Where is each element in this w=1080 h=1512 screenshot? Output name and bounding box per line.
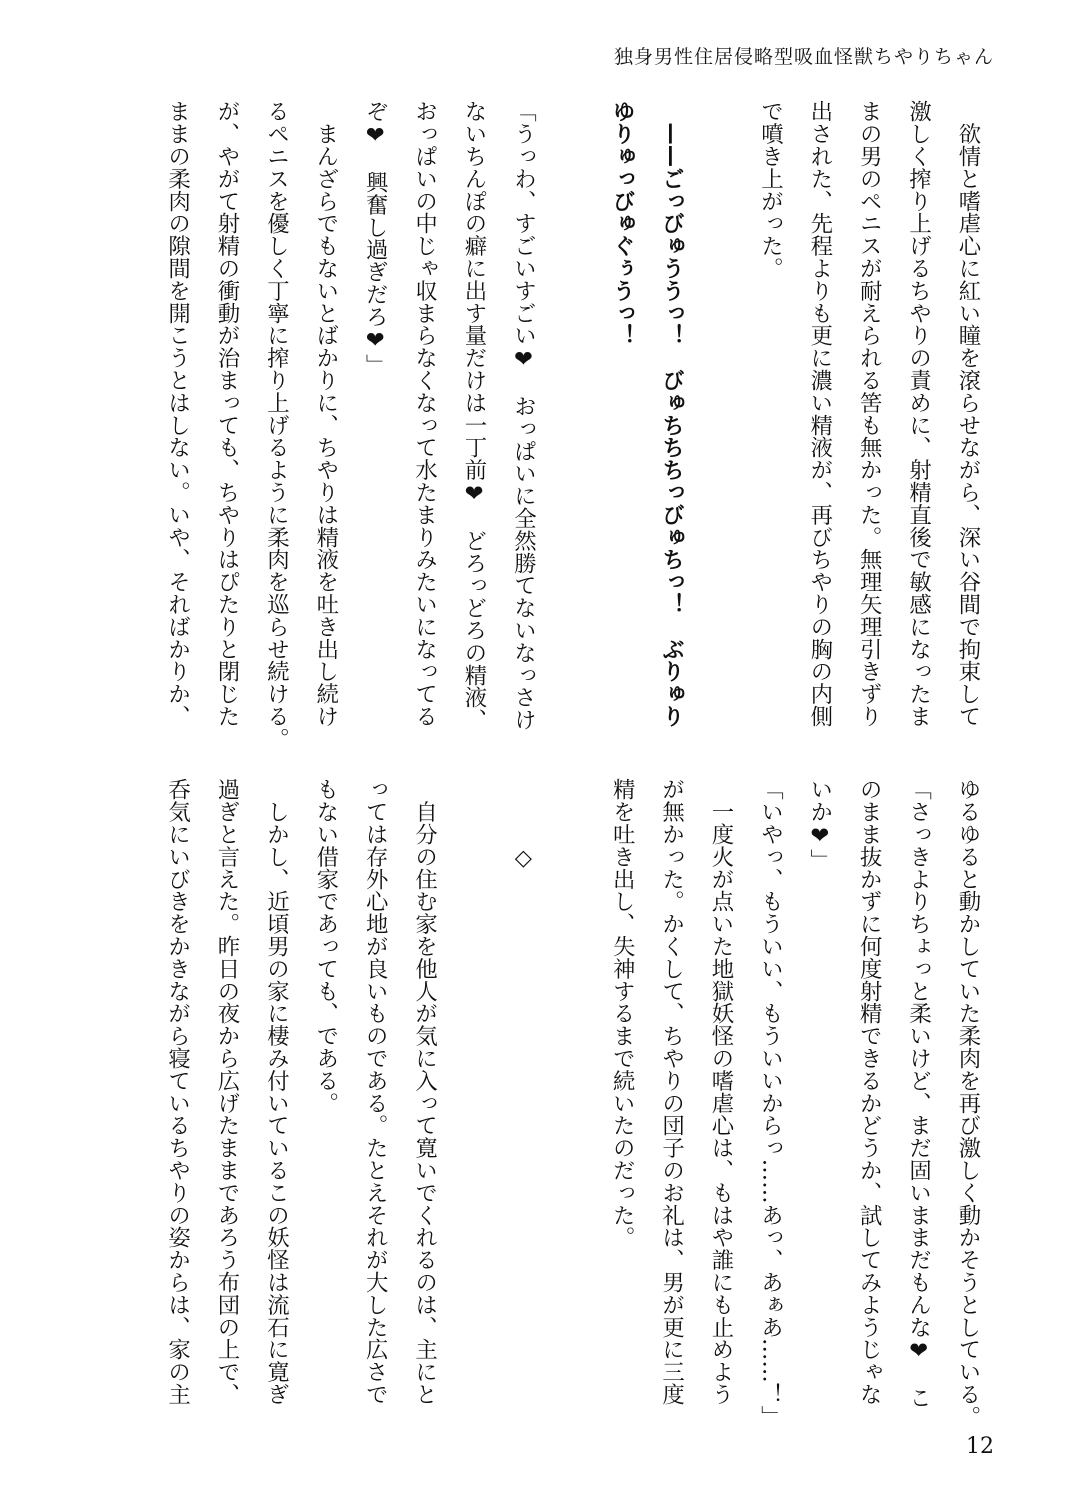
upper-text-column: ゆりゅっびゅぐぅうっ！ [609,100,636,347]
upper-text-column: ないちんぽの癖に出す量だけは一丁前❤ どろっどろの精液、 [461,100,487,731]
lower-text-column: 「さっきよりちょっと柔いけど、まだ固いままだもんな❤ こ [905,778,932,1409]
upper-text-column: まんざらでもないとばかりに、ちやりは精液を吐き出し続け [312,100,339,728]
lower-text-column: 呑気にいびきをかきながら寝ているちやりの姿からは、家の主 [164,778,191,1406]
upper-text-column: で噴き上がった。 [757,100,784,280]
upper-text-column: おっぱいの中じゃ収まらなくなって水たまりみたいになってる [411,100,438,728]
lower-text-column: っては存外心地が良いものである。たとえそれが大した広さで [362,778,389,1406]
lower-text-column: ゆるゆると動かしていた柔肉を再び激しく動かそうとしている。 [955,778,981,1428]
lower-text-column: 「いやっ、もういい、もういいからっ……あっ、あぁあ……！」 [757,778,784,1428]
page-number: 12 [966,1434,994,1459]
lower-text-column: 過ぎと言えた。昨日の夜から広げたままであろう布団の上で、 [214,778,240,1406]
upper-text-column: るペニスを優しく丁寧に搾り上げるように柔肉を巡らせ続ける。 [263,100,290,750]
lower-text-column: 自分の住む家を他人が気に入って寛いでくれるのは、主にと [411,778,438,1406]
lower-text-column: しかし、近頃男の家に棲み付いているこの妖怪は流石に寛ぎ [263,778,290,1406]
upper-text-column: まの男のペニスが耐えられる筈も無かった。無理矢理引きずり [856,100,883,728]
upper-text-column: 激しく搾り上げるちやりの責めに、射精直後で敏感になったま [905,100,932,728]
upper-text-column: が、やがて射精の衝動が治まっても、ちやりはぴたりと閉じた [214,100,240,728]
upper-text-column: ぞ❤ 興奮し過ぎだろ❤」 [362,100,389,376]
running-header: 独身男性住居侵略型吸血怪獣ちやりちゃん [613,46,994,68]
lower-text-column: 精を吐き出し、失神するまで続いたのだった。 [609,778,636,1249]
upper-text-column: ——ごっびゅううっ！ びゅちちちっびゅちっ！ ぶりゅり [658,100,685,728]
lower-text-column: 一度火が点いた地獄妖怪の嗜虐心は、もはや誰にも止めよう [708,778,734,1406]
upper-text-column: 出された、先程よりも更に濃い精液が、再びちやりの胸の内側 [806,100,833,728]
upper-text-column: 欲情と嗜虐心に紅い瞳を滾らせながら、深い谷間で拘束して [955,100,981,728]
upper-text-column: ままの柔肉の隙間を開こうとはしない。いや、そればかりか、 [164,100,191,728]
lower-text-column: のまま抜かずに何度射精できるかどうか、試してみようじゃな [856,778,883,1406]
upper-text-column: 「うっわ、すごいすごい❤ おっぱいに全然勝てないなっさけ [510,100,537,731]
lower-text-column: もない借家であっても、である。 [312,778,339,1114]
lower-text-column: が無かった。かくして、ちやりの団子のお礼は、男が更に三度 [658,778,685,1406]
lower-text-column: ◇ [510,778,537,872]
lower-text-column: いか❤」 [806,778,833,872]
